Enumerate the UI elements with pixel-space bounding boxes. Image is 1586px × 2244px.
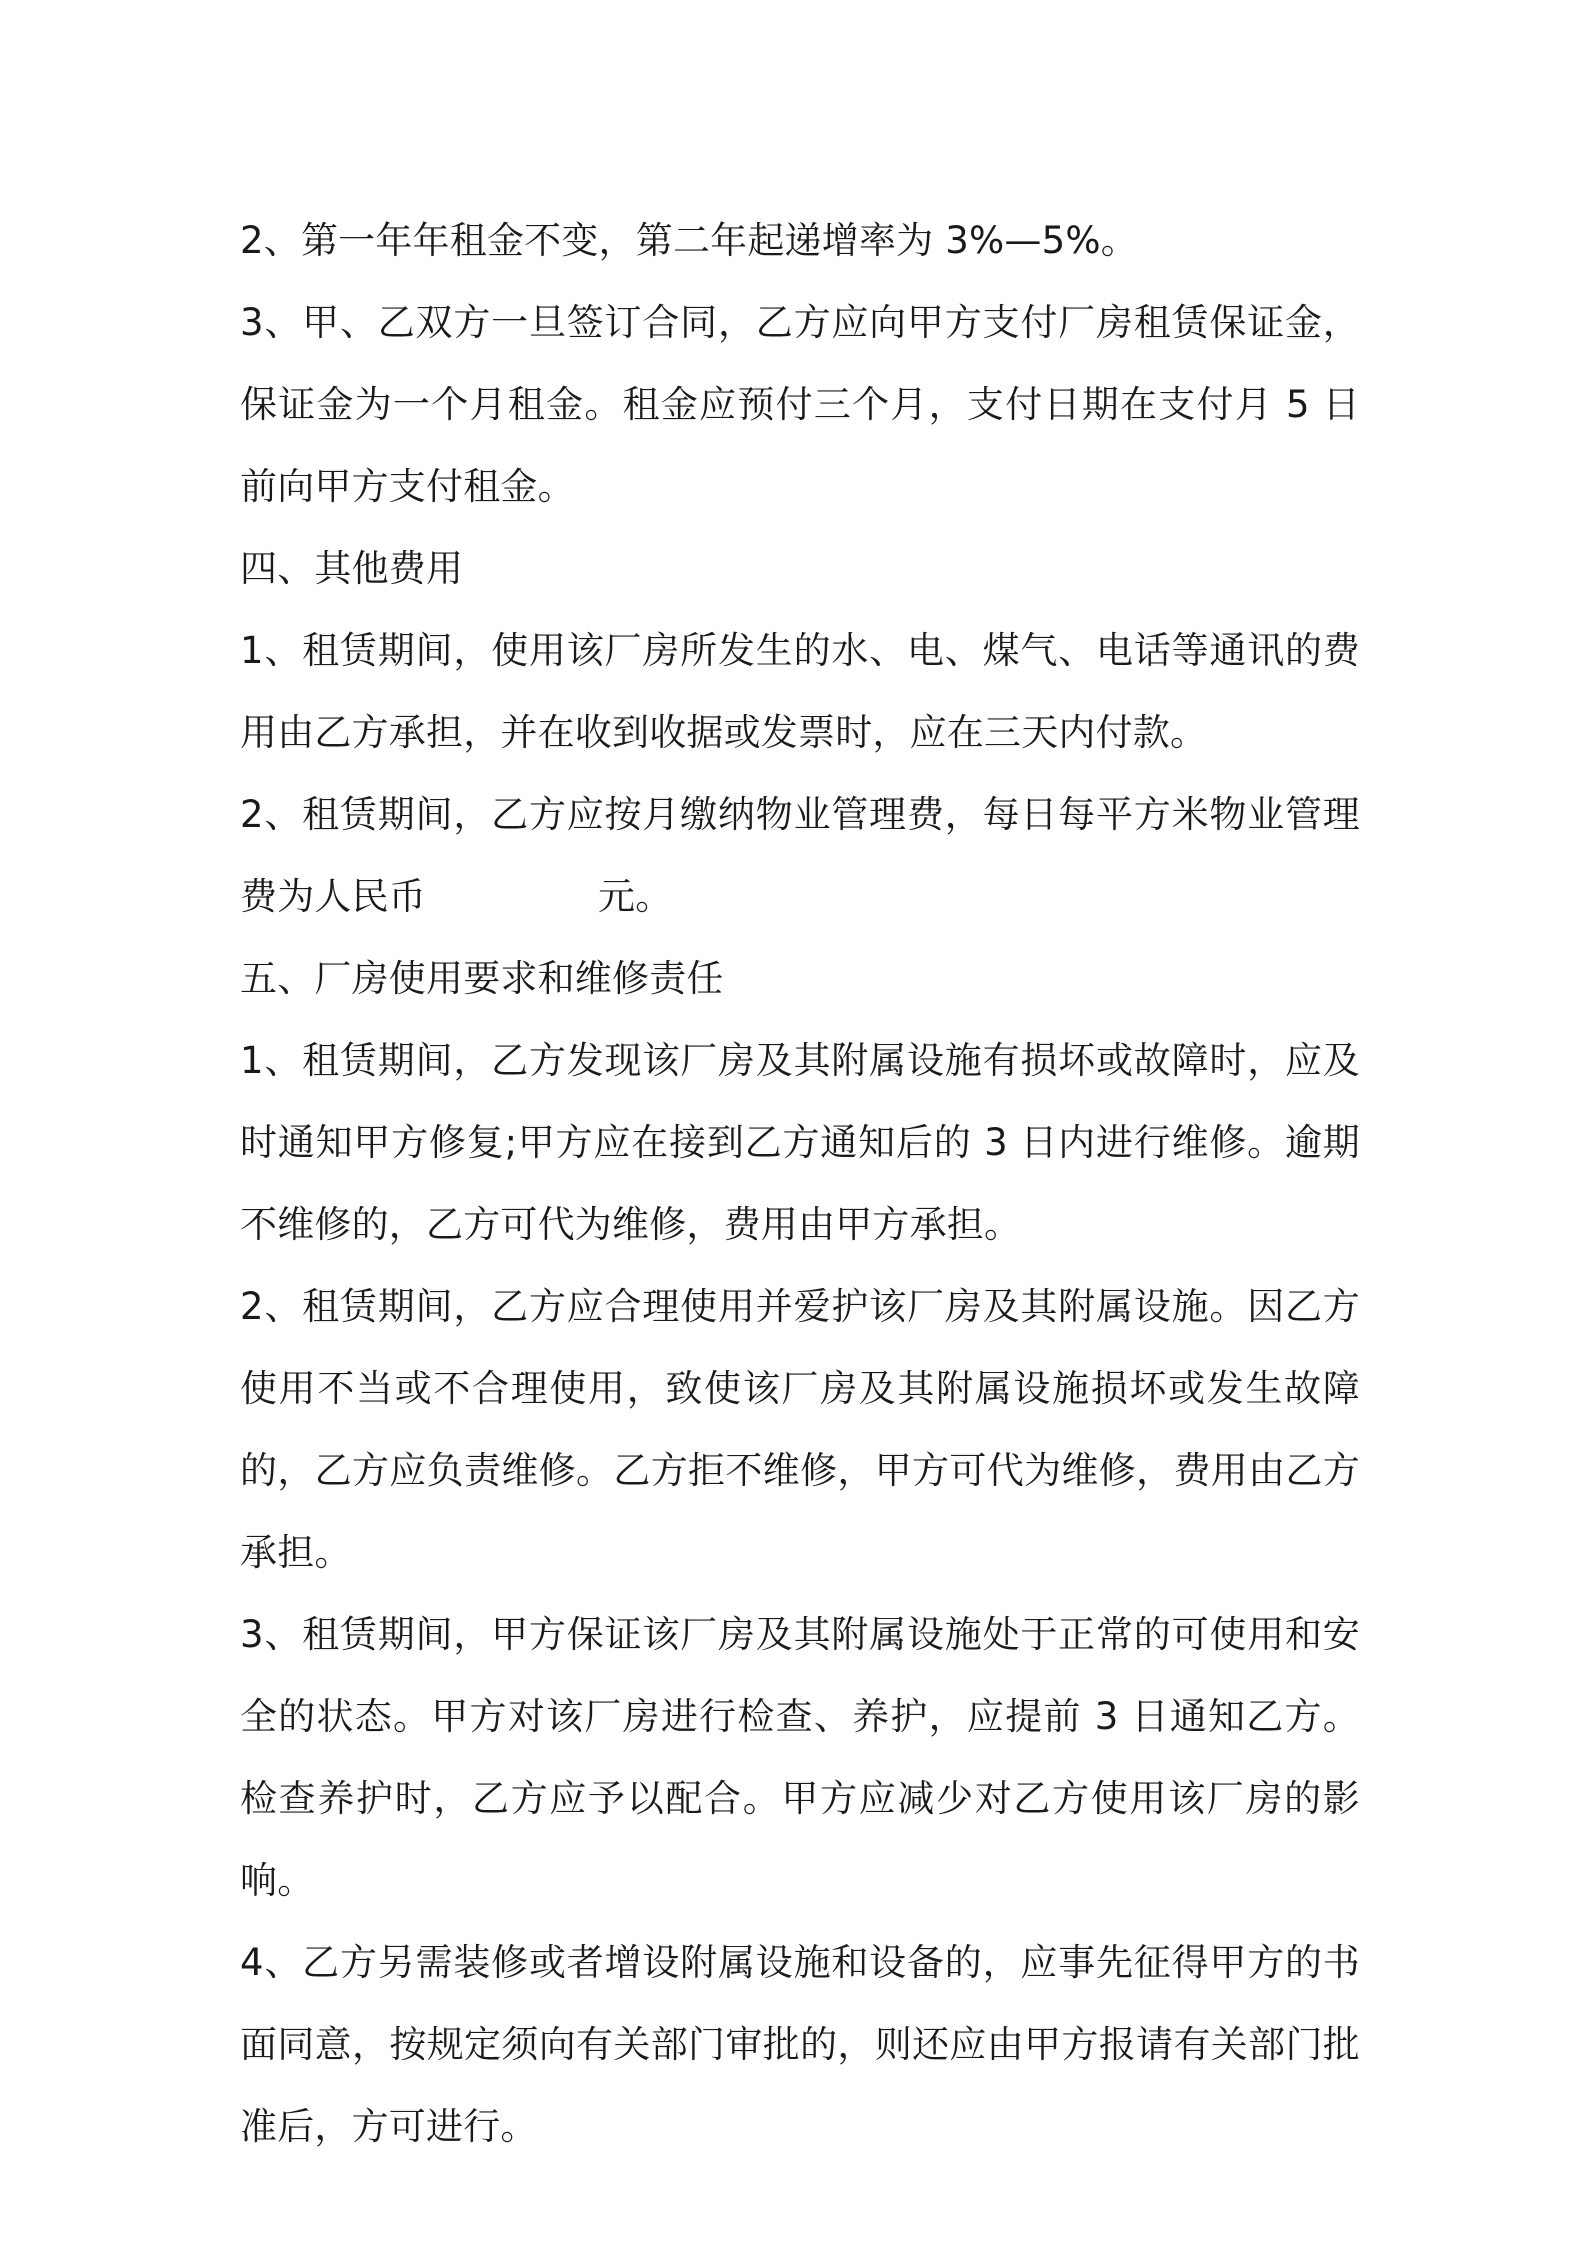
section-heading-usage-and-repair: 五、厂房使用要求和维修责任 <box>240 957 724 1000</box>
section-heading-other-fees: 四、其他费用 <box>240 547 464 590</box>
property-fee-text: 2、租赁期间，乙方应按月缴纳物业管理费，每日每平方米物业管理费为人民币 <box>240 793 1360 918</box>
paragraph-renovation-approval: 4、乙方另需装修或者增设附属设施和设备的，应事先征得甲方的书面同意，按规定须向有关部门审批的，则还应由甲方报请有关部门批准后，方可进行。 <box>240 1941 1360 2148</box>
document-body <box>240 200 1360 2168</box>
paragraph-repair-notice: 1、租赁期间，乙方发现该厂房及其附属设施有损坏或故障时，应及时通知甲方修复;甲方应在接到乙方通知后的 3 日内进行维修。逾期不维修的，乙方可代为维修，费用由甲方承担。 <box>240 1039 1360 1246</box>
paragraph-utility-fees: 1、租赁期间，使用该厂房所发生的水、电、煤气、电话等通讯的费用由乙方承担，并在收到收据或发票时，应在三天内付款。 <box>240 629 1360 754</box>
paragraph-property-management-fee <box>240 774 1360 938</box>
paragraph-rent-increase: 2、第一年年租金不变，第二年起递增率为 3%—5%。 <box>240 219 1138 262</box>
paragraph-landlord-guarantee: 3、租赁期间，甲方保证该厂房及其附属设施处于正常的可使用和安全的状态。甲方对该厂房进行检查、养护，应提前 3 日通知乙方。检查养护时，乙方应予以配合。甲方应减少对乙方使用该厂房的影响。 <box>240 1613 1360 1902</box>
paragraph-security-deposit: 3、甲、乙双方一旦签订合同，乙方应向甲方支付厂房租赁保证金，保证金为一个月租金。租金应预付三个月，支付日期在支付月 5 日前向甲方支付租金。 <box>240 301 1360 508</box>
paragraph-proper-use: 2、租赁期间，乙方应合理使用并爱护该厂房及其附属设施。因乙方使用不当或不合理使用，致使该厂房及其附属设施损坏或发生故障的，乙方应负责维修。乙方拒不维修，甲方可代为维修，费用由乙方承担。 <box>240 1285 1360 1574</box>
property-fee-unit: 元。 <box>598 875 673 918</box>
